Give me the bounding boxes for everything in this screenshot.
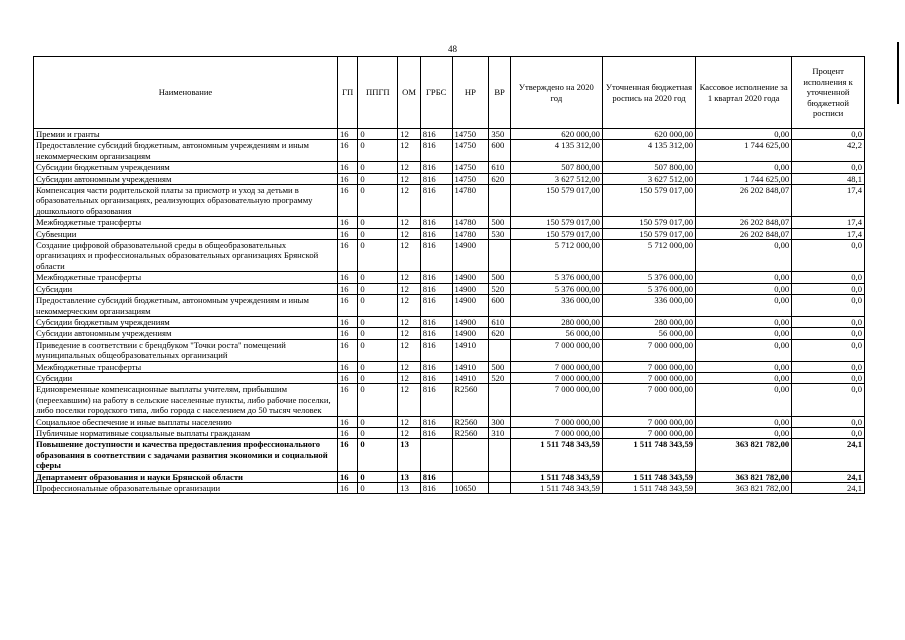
cell-om: 12 bbox=[398, 316, 421, 327]
cell-grbs: 816 bbox=[420, 173, 452, 184]
cell-cash: 26 202 848,07 bbox=[696, 185, 792, 217]
cell-np: R2560 bbox=[452, 384, 489, 416]
cell-gp: 16 bbox=[337, 427, 357, 438]
cell-grbs: 816 bbox=[420, 339, 452, 361]
cell-ppgp: 0 bbox=[358, 129, 398, 140]
cell-grbs: 816 bbox=[420, 129, 452, 140]
cell-name: Предоставление субсидий бюджетным, автономным учреждениям и иным некоммерческим организациям bbox=[34, 140, 338, 162]
table-row bbox=[34, 372, 865, 383]
cell-vr: 520 bbox=[489, 372, 510, 383]
cell-vr bbox=[489, 439, 510, 471]
cell-grbs: 816 bbox=[420, 295, 452, 317]
cell-name: Субсидии автономным учреждениям bbox=[34, 173, 338, 184]
cell-approved: 3 627 512,00 bbox=[510, 173, 602, 184]
cell-om: 12 bbox=[398, 416, 421, 427]
cell-cash: 0,00 bbox=[696, 427, 792, 438]
cell-refined: 4 135 312,00 bbox=[602, 140, 695, 162]
cell-name: Субсидии bbox=[34, 283, 338, 294]
cell-grbs: 816 bbox=[420, 372, 452, 383]
cell-percent: 0,0 bbox=[792, 295, 865, 317]
cell-np bbox=[452, 439, 489, 471]
cell-approved: 1 511 748 343,59 bbox=[510, 471, 602, 482]
cell-vr: 610 bbox=[489, 162, 510, 173]
cell-percent: 42,2 bbox=[792, 140, 865, 162]
cell-percent: 0,0 bbox=[792, 361, 865, 372]
cell-ppgp: 0 bbox=[358, 240, 398, 272]
cell-vr: 620 bbox=[489, 173, 510, 184]
cell-name: Субвенции bbox=[34, 228, 338, 239]
cell-refined: 150 579 017,00 bbox=[602, 217, 695, 228]
cell-ppgp: 0 bbox=[358, 416, 398, 427]
cell-approved: 1 511 748 343,59 bbox=[510, 483, 602, 494]
cell-approved: 5 376 000,00 bbox=[510, 272, 602, 283]
cell-ppgp: 0 bbox=[358, 217, 398, 228]
cell-approved: 5 712 000,00 bbox=[510, 240, 602, 272]
cell-refined: 7 000 000,00 bbox=[602, 427, 695, 438]
cell-percent: 24,1 bbox=[792, 439, 865, 471]
cell-vr: 300 bbox=[489, 416, 510, 427]
cell-percent: 0,0 bbox=[792, 384, 865, 416]
cell-name: Повышение доступности и качества предоставления профессионального образования в соответствии с задачами развития экономики и социальной сферы bbox=[34, 439, 338, 471]
header-grbs: ГРБС bbox=[420, 57, 452, 129]
cell-name: Предоставление субсидий бюджетным, автономным учреждениям и иным некоммерческим организациям bbox=[34, 295, 338, 317]
cell-approved: 150 579 017,00 bbox=[510, 185, 602, 217]
cell-gp: 16 bbox=[337, 316, 357, 327]
cell-vr: 620 bbox=[489, 328, 510, 339]
cell-name: Единовременные компенсационные выплаты учителям, прибывшим (переехавшим) на работу в сельские населенные пункты, либо рабочие поселки, либо поселки городского типа, либо города с населением до 50 тысяч человек bbox=[34, 384, 338, 416]
cell-np: 14910 bbox=[452, 339, 489, 361]
cell-approved: 150 579 017,00 bbox=[510, 228, 602, 239]
cell-refined: 1 511 748 343,59 bbox=[602, 439, 695, 471]
cell-np: 14900 bbox=[452, 328, 489, 339]
cell-refined: 507 800,00 bbox=[602, 162, 695, 173]
cell-ppgp: 0 bbox=[358, 272, 398, 283]
table-row bbox=[34, 483, 865, 494]
cell-percent: 0,0 bbox=[792, 129, 865, 140]
cell-refined: 150 579 017,00 bbox=[602, 185, 695, 217]
cell-approved: 7 000 000,00 bbox=[510, 427, 602, 438]
cell-vr bbox=[489, 384, 510, 416]
cell-vr bbox=[489, 339, 510, 361]
cell-gp: 16 bbox=[337, 483, 357, 494]
cell-percent: 0,0 bbox=[792, 240, 865, 272]
cell-gp: 16 bbox=[337, 240, 357, 272]
cell-name: Межбюджетные трансферты bbox=[34, 217, 338, 228]
cell-np: 14780 bbox=[452, 217, 489, 228]
cell-cash: 1 744 625,00 bbox=[696, 140, 792, 162]
cell-cash: 0,00 bbox=[696, 295, 792, 317]
table-row bbox=[34, 283, 865, 294]
cell-ppgp: 0 bbox=[358, 483, 398, 494]
cell-cash: 0,00 bbox=[696, 272, 792, 283]
table-row bbox=[34, 328, 865, 339]
cell-grbs: 816 bbox=[420, 272, 452, 283]
table-row bbox=[34, 240, 865, 272]
cell-approved: 7 000 000,00 bbox=[510, 361, 602, 372]
cell-vr: 520 bbox=[489, 283, 510, 294]
budget-table bbox=[33, 56, 865, 494]
cell-ppgp: 0 bbox=[358, 185, 398, 217]
table-row bbox=[34, 129, 865, 140]
cell-np: 14900 bbox=[452, 240, 489, 272]
table-row bbox=[34, 295, 865, 317]
cell-ppgp: 0 bbox=[358, 372, 398, 383]
cell-percent: 0,0 bbox=[792, 162, 865, 173]
cell-cash: 0,00 bbox=[696, 372, 792, 383]
cell-grbs: 816 bbox=[420, 240, 452, 272]
cell-grbs: 816 bbox=[420, 316, 452, 327]
cell-ppgp: 0 bbox=[358, 140, 398, 162]
cell-gp: 16 bbox=[337, 185, 357, 217]
cell-name: Субсидии bbox=[34, 372, 338, 383]
cell-gp: 16 bbox=[337, 361, 357, 372]
cell-percent: 0,0 bbox=[792, 328, 865, 339]
cell-om: 12 bbox=[398, 162, 421, 173]
cell-cash: 0,00 bbox=[696, 316, 792, 327]
cell-vr: 500 bbox=[489, 272, 510, 283]
cell-ppgp: 0 bbox=[358, 228, 398, 239]
cell-om: 12 bbox=[398, 283, 421, 294]
cell-refined: 1 511 748 343,59 bbox=[602, 483, 695, 494]
cell-gp: 16 bbox=[337, 129, 357, 140]
cell-percent: 24,1 bbox=[792, 483, 865, 494]
page-edge-mark bbox=[897, 42, 899, 104]
cell-grbs: 816 bbox=[420, 185, 452, 217]
cell-refined: 56 000,00 bbox=[602, 328, 695, 339]
cell-gp: 16 bbox=[337, 272, 357, 283]
cell-np: 14750 bbox=[452, 129, 489, 140]
cell-om: 12 bbox=[398, 384, 421, 416]
cell-cash: 1 744 625,00 bbox=[696, 173, 792, 184]
cell-approved: 280 000,00 bbox=[510, 316, 602, 327]
cell-approved: 1 511 748 343,59 bbox=[510, 439, 602, 471]
cell-refined: 7 000 000,00 bbox=[602, 384, 695, 416]
cell-om: 12 bbox=[398, 361, 421, 372]
cell-name: Социальное обеспечение и иные выплаты населению bbox=[34, 416, 338, 427]
cell-percent: 17,4 bbox=[792, 228, 865, 239]
cell-ppgp: 0 bbox=[358, 471, 398, 482]
cell-refined: 5 376 000,00 bbox=[602, 283, 695, 294]
cell-refined: 7 000 000,00 bbox=[602, 416, 695, 427]
cell-vr: 610 bbox=[489, 316, 510, 327]
cell-percent: 48,1 bbox=[792, 173, 865, 184]
cell-gp: 16 bbox=[337, 140, 357, 162]
cell-name: Департамент образования и науки Брянской области bbox=[34, 471, 338, 482]
table-row bbox=[34, 217, 865, 228]
header-np: НР bbox=[452, 57, 489, 129]
cell-cash: 0,00 bbox=[696, 361, 792, 372]
cell-percent: 0,0 bbox=[792, 339, 865, 361]
cell-percent: 17,4 bbox=[792, 217, 865, 228]
cell-np: 14780 bbox=[452, 185, 489, 217]
cell-vr: 530 bbox=[489, 228, 510, 239]
cell-name: Межбюджетные трансферты bbox=[34, 272, 338, 283]
cell-name: Публичные нормативные социальные выплаты гражданам bbox=[34, 427, 338, 438]
cell-gp: 16 bbox=[337, 439, 357, 471]
cell-refined: 7 000 000,00 bbox=[602, 361, 695, 372]
cell-approved: 7 000 000,00 bbox=[510, 372, 602, 383]
cell-grbs: 816 bbox=[420, 416, 452, 427]
cell-np: 14900 bbox=[452, 316, 489, 327]
cell-vr: 600 bbox=[489, 140, 510, 162]
cell-approved: 620 000,00 bbox=[510, 129, 602, 140]
table-row bbox=[34, 228, 865, 239]
cell-np: 14910 bbox=[452, 372, 489, 383]
header-approved: Утверждено на 2020 год bbox=[510, 57, 602, 129]
cell-cash: 0,00 bbox=[696, 416, 792, 427]
cell-approved: 7 000 000,00 bbox=[510, 339, 602, 361]
table-row bbox=[34, 316, 865, 327]
table-row bbox=[34, 427, 865, 438]
cell-grbs: 816 bbox=[420, 361, 452, 372]
cell-approved: 56 000,00 bbox=[510, 328, 602, 339]
cell-refined: 1 511 748 343,59 bbox=[602, 471, 695, 482]
cell-om: 12 bbox=[398, 272, 421, 283]
table-header-row bbox=[34, 57, 865, 129]
cell-vr bbox=[489, 471, 510, 482]
cell-approved: 4 135 312,00 bbox=[510, 140, 602, 162]
cell-gp: 16 bbox=[337, 162, 357, 173]
cell-gp: 16 bbox=[337, 283, 357, 294]
table-row bbox=[34, 272, 865, 283]
cell-grbs: 816 bbox=[420, 471, 452, 482]
cell-percent: 0,0 bbox=[792, 416, 865, 427]
table-row bbox=[34, 162, 865, 173]
cell-np: 14900 bbox=[452, 283, 489, 294]
cell-refined: 7 000 000,00 bbox=[602, 372, 695, 383]
cell-cash: 0,00 bbox=[696, 240, 792, 272]
cell-cash: 0,00 bbox=[696, 162, 792, 173]
cell-refined: 620 000,00 bbox=[602, 129, 695, 140]
cell-np: 14900 bbox=[452, 272, 489, 283]
cell-np: 14900 bbox=[452, 295, 489, 317]
cell-om: 12 bbox=[398, 228, 421, 239]
table-row bbox=[34, 185, 865, 217]
cell-grbs: 816 bbox=[420, 217, 452, 228]
cell-cash: 363 821 782,00 bbox=[696, 439, 792, 471]
table-row bbox=[34, 471, 865, 482]
cell-np: R2560 bbox=[452, 416, 489, 427]
table-row bbox=[34, 140, 865, 162]
table-row bbox=[34, 361, 865, 372]
cell-om: 12 bbox=[398, 129, 421, 140]
cell-np: R2560 bbox=[452, 427, 489, 438]
cell-name: Субсидии автономным учреждениям bbox=[34, 328, 338, 339]
cell-name: Субсидии бюджетным учреждениям bbox=[34, 316, 338, 327]
page-number: 48 bbox=[448, 44, 457, 54]
table-row bbox=[34, 339, 865, 361]
cell-grbs: 816 bbox=[420, 283, 452, 294]
cell-gp: 16 bbox=[337, 328, 357, 339]
cell-refined: 150 579 017,00 bbox=[602, 228, 695, 239]
cell-cash: 0,00 bbox=[696, 129, 792, 140]
cell-cash: 0,00 bbox=[696, 384, 792, 416]
cell-om: 13 bbox=[398, 439, 421, 471]
cell-np: 14750 bbox=[452, 162, 489, 173]
cell-ppgp: 0 bbox=[358, 283, 398, 294]
cell-om: 12 bbox=[398, 217, 421, 228]
cell-cash: 26 202 848,07 bbox=[696, 217, 792, 228]
header-om: ОМ bbox=[398, 57, 421, 129]
header-gp: ГП bbox=[337, 57, 357, 129]
cell-approved: 5 376 000,00 bbox=[510, 283, 602, 294]
header-refined: Уточненная бюджетная роспись на 2020 год bbox=[602, 57, 695, 129]
cell-ppgp: 0 bbox=[358, 384, 398, 416]
cell-percent: 0,0 bbox=[792, 283, 865, 294]
cell-vr bbox=[489, 240, 510, 272]
cell-ppgp: 0 bbox=[358, 328, 398, 339]
cell-gp: 16 bbox=[337, 384, 357, 416]
header-ppgp: ППГП bbox=[358, 57, 398, 129]
cell-np: 14780 bbox=[452, 228, 489, 239]
cell-percent: 0,0 bbox=[792, 316, 865, 327]
cell-approved: 507 800,00 bbox=[510, 162, 602, 173]
cell-om: 12 bbox=[398, 185, 421, 217]
header-percent: Процент исполнения к уточненной бюджетной росписи bbox=[792, 57, 865, 129]
cell-vr: 500 bbox=[489, 217, 510, 228]
cell-om: 13 bbox=[398, 471, 421, 482]
cell-cash: 0,00 bbox=[696, 328, 792, 339]
cell-refined: 3 627 512,00 bbox=[602, 173, 695, 184]
cell-approved: 7 000 000,00 bbox=[510, 416, 602, 427]
header-cash: Кассовое исполнение за 1 квартал 2020 года bbox=[696, 57, 792, 129]
cell-ppgp: 0 bbox=[358, 173, 398, 184]
cell-percent: 17,4 bbox=[792, 185, 865, 217]
cell-om: 12 bbox=[398, 372, 421, 383]
cell-vr: 600 bbox=[489, 295, 510, 317]
table-body bbox=[34, 129, 865, 494]
cell-om: 12 bbox=[398, 427, 421, 438]
cell-refined: 5 376 000,00 bbox=[602, 272, 695, 283]
cell-np: 10650 bbox=[452, 483, 489, 494]
cell-om: 12 bbox=[398, 328, 421, 339]
cell-gp: 16 bbox=[337, 173, 357, 184]
cell-ppgp: 0 bbox=[358, 427, 398, 438]
cell-approved: 336 000,00 bbox=[510, 295, 602, 317]
cell-vr: 310 bbox=[489, 427, 510, 438]
cell-grbs bbox=[420, 439, 452, 471]
cell-vr: 500 bbox=[489, 361, 510, 372]
cell-grbs: 816 bbox=[420, 427, 452, 438]
cell-gp: 16 bbox=[337, 295, 357, 317]
cell-grbs: 816 bbox=[420, 162, 452, 173]
cell-gp: 16 bbox=[337, 228, 357, 239]
cell-cash: 0,00 bbox=[696, 339, 792, 361]
cell-om: 13 bbox=[398, 483, 421, 494]
cell-om: 12 bbox=[398, 339, 421, 361]
cell-gp: 16 bbox=[337, 217, 357, 228]
cell-ppgp: 0 bbox=[358, 439, 398, 471]
header-name: Наименование bbox=[34, 57, 338, 129]
cell-cash: 363 821 782,00 bbox=[696, 471, 792, 482]
cell-name: Премии и гранты bbox=[34, 129, 338, 140]
cell-om: 12 bbox=[398, 173, 421, 184]
cell-refined: 336 000,00 bbox=[602, 295, 695, 317]
cell-percent: 24,1 bbox=[792, 471, 865, 482]
cell-ppgp: 0 bbox=[358, 339, 398, 361]
cell-approved: 150 579 017,00 bbox=[510, 217, 602, 228]
cell-name: Профессиональные образовательные организации bbox=[34, 483, 338, 494]
cell-om: 12 bbox=[398, 295, 421, 317]
cell-cash: 0,00 bbox=[696, 283, 792, 294]
cell-ppgp: 0 bbox=[358, 162, 398, 173]
table-row bbox=[34, 439, 865, 471]
cell-np bbox=[452, 471, 489, 482]
cell-vr bbox=[489, 185, 510, 217]
cell-approved: 7 000 000,00 bbox=[510, 384, 602, 416]
table-row bbox=[34, 384, 865, 416]
cell-gp: 16 bbox=[337, 471, 357, 482]
table-row bbox=[34, 416, 865, 427]
cell-name: Компенсация части родительской платы за присмотр и уход за детьми в образовательных организациях, реализующих образовательную программу дошкольного образования bbox=[34, 185, 338, 217]
header-vr: ВР bbox=[489, 57, 510, 129]
cell-grbs: 816 bbox=[420, 384, 452, 416]
cell-gp: 16 bbox=[337, 372, 357, 383]
cell-ppgp: 0 bbox=[358, 316, 398, 327]
cell-grbs: 816 bbox=[420, 228, 452, 239]
cell-name: Создание цифровой образовательной среды в общеобразовательных организациях и профессиональных образовательных организациях Брянской области bbox=[34, 240, 338, 272]
cell-gp: 16 bbox=[337, 339, 357, 361]
cell-ppgp: 0 bbox=[358, 361, 398, 372]
cell-grbs: 816 bbox=[420, 483, 452, 494]
cell-np: 14750 bbox=[452, 140, 489, 162]
cell-percent: 0,0 bbox=[792, 427, 865, 438]
cell-ppgp: 0 bbox=[358, 295, 398, 317]
cell-grbs: 816 bbox=[420, 328, 452, 339]
cell-refined: 7 000 000,00 bbox=[602, 339, 695, 361]
cell-refined: 5 712 000,00 bbox=[602, 240, 695, 272]
cell-percent: 0,0 bbox=[792, 272, 865, 283]
cell-name: Субсидии бюджетным учреждениям bbox=[34, 162, 338, 173]
cell-vr: 350 bbox=[489, 129, 510, 140]
cell-name: Приведение в соответствии с брендбуком "Точки роста" помещений муниципальных общеобразовательных организаций bbox=[34, 339, 338, 361]
cell-grbs: 816 bbox=[420, 140, 452, 162]
cell-cash: 363 821 782,00 bbox=[696, 483, 792, 494]
table-row bbox=[34, 173, 865, 184]
cell-vr bbox=[489, 483, 510, 494]
cell-np: 14750 bbox=[452, 173, 489, 184]
cell-om: 12 bbox=[398, 140, 421, 162]
cell-cash: 26 202 848,07 bbox=[696, 228, 792, 239]
cell-refined: 280 000,00 bbox=[602, 316, 695, 327]
cell-name: Межбюджетные трансферты bbox=[34, 361, 338, 372]
cell-np: 14910 bbox=[452, 361, 489, 372]
cell-percent: 0,0 bbox=[792, 372, 865, 383]
cell-gp: 16 bbox=[337, 416, 357, 427]
cell-om: 12 bbox=[398, 240, 421, 272]
